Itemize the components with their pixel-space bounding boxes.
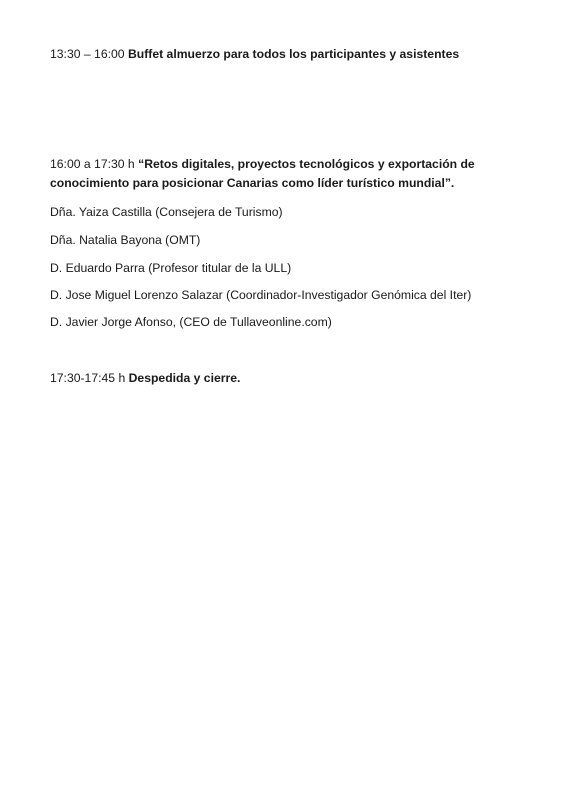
closing-time: 17:30-17:45 h bbox=[50, 371, 126, 385]
panel-entry-line2 bbox=[50, 174, 454, 192]
closing-entry bbox=[50, 369, 240, 387]
panel-time: 16:00 a 17:30 h bbox=[50, 157, 135, 171]
panel-entry-line1 bbox=[50, 155, 475, 173]
lunch-entry bbox=[50, 45, 459, 63]
speaker-item: D. Jose Miguel Lorenzo Salazar (Coordinador-Investigador Genómica del Iter) bbox=[50, 288, 472, 302]
lunch-time: 13:30 – 16:00 bbox=[50, 47, 125, 61]
speaker-item: D. Eduardo Parra (Profesor titular de la ULL) bbox=[50, 261, 292, 275]
panel-title-line1: “Retos digitales, proyectos tecnológicos y exportación de bbox=[138, 157, 475, 171]
closing-title: Despedida y cierre. bbox=[128, 371, 241, 385]
speaker-item: Dña. Yaiza Castilla (Consejera de Turismo) bbox=[50, 205, 283, 219]
speaker-item: D. Javier Jorge Afonso, (CEO de Tullaveonline.com) bbox=[50, 315, 332, 329]
panel-title-line2: conocimiento para posicionar Canarias como líder turístico mundial”. bbox=[50, 176, 455, 190]
speaker-item: Dña. Natalia Bayona (OMT) bbox=[50, 233, 201, 247]
lunch-title: Buffet almuerzo para todos los participantes y asistentes bbox=[127, 47, 460, 61]
